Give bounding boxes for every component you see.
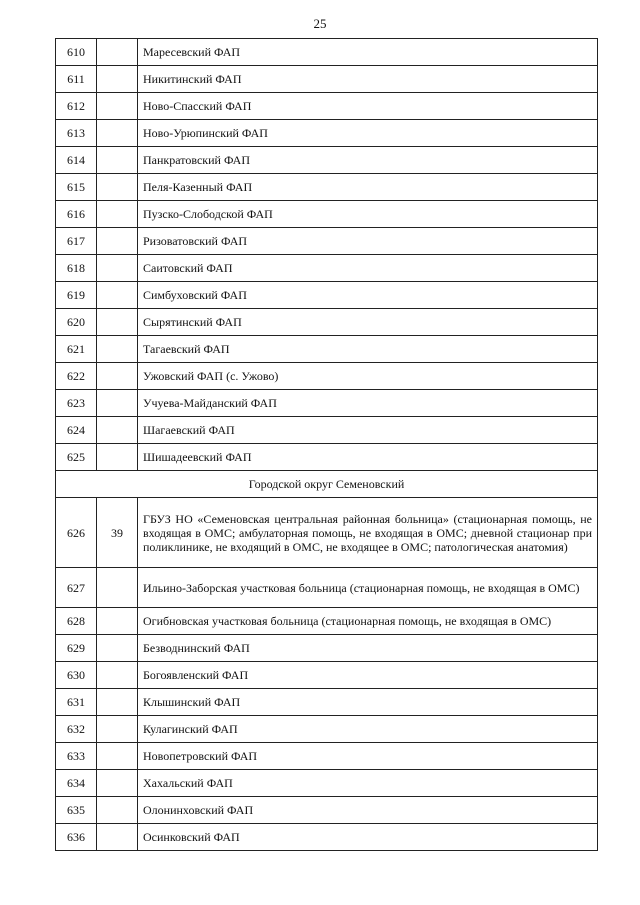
table-row [56, 201, 598, 228]
table-row [56, 770, 598, 797]
row-number: 631 [56, 689, 97, 716]
table-row [56, 363, 598, 390]
table-row [56, 417, 598, 444]
row-number: 610 [56, 39, 97, 66]
row-number: 617 [56, 228, 97, 255]
row-name: Богоявленский ФАП [138, 662, 598, 689]
row-number: 621 [56, 336, 97, 363]
row-number: 615 [56, 174, 97, 201]
table-row [56, 635, 598, 662]
row-name: Олонинховский ФАП [138, 797, 598, 824]
row-name: Хахальский ФАП [138, 770, 598, 797]
row-code [97, 174, 138, 201]
row-code [97, 824, 138, 851]
row-code [97, 770, 138, 797]
row-name: Пузско-Слободской ФАП [138, 201, 598, 228]
row-name: Симбуховский ФАП [138, 282, 598, 309]
row-code [97, 147, 138, 174]
row-code [97, 309, 138, 336]
table-row [56, 716, 598, 743]
row-name: Маресевский ФАП [138, 39, 598, 66]
facilities-table [55, 38, 598, 851]
row-code [97, 797, 138, 824]
row-code [97, 390, 138, 417]
row-number: 614 [56, 147, 97, 174]
row-number: 636 [56, 824, 97, 851]
row-name: Осинковский ФАП [138, 824, 598, 851]
table-row [56, 662, 598, 689]
table-row [56, 824, 598, 851]
row-name: Ильино-Заборская участковая больница (стационарная помощь, не входящая в ОМС) [138, 568, 598, 608]
row-name: Ризоватовский ФАП [138, 228, 598, 255]
table-row [56, 568, 598, 608]
row-code [97, 255, 138, 282]
table-row [56, 797, 598, 824]
row-name: Ново-Спасский ФАП [138, 93, 598, 120]
row-number: 613 [56, 120, 97, 147]
table-row [56, 336, 598, 363]
row-code [97, 444, 138, 471]
row-number: 618 [56, 255, 97, 282]
row-name: Тагаевский ФАП [138, 336, 598, 363]
row-name: Панкратовский ФАП [138, 147, 598, 174]
row-code [97, 689, 138, 716]
row-code [97, 201, 138, 228]
row-code [97, 716, 138, 743]
row-code [97, 39, 138, 66]
row-number: 627 [56, 568, 97, 608]
row-number: 628 [56, 608, 97, 635]
row-number: 635 [56, 797, 97, 824]
table-row [56, 608, 598, 635]
row-number: 623 [56, 390, 97, 417]
row-number: 620 [56, 309, 97, 336]
row-code [97, 743, 138, 770]
row-code [97, 608, 138, 635]
row-number: 626 [56, 498, 97, 568]
table-row [56, 255, 598, 282]
table-row [56, 66, 598, 93]
row-number: 612 [56, 93, 97, 120]
table-row [56, 282, 598, 309]
row-number: 632 [56, 716, 97, 743]
row-number: 634 [56, 770, 97, 797]
table-row [56, 444, 598, 471]
table-row [56, 689, 598, 716]
page-number: 25 [313, 16, 327, 31]
table-row [56, 390, 598, 417]
row-number: 611 [56, 66, 97, 93]
row-name: Клышинский ФАП [138, 689, 598, 716]
row-number: 630 [56, 662, 97, 689]
row-number: 633 [56, 743, 97, 770]
row-code [97, 417, 138, 444]
row-code [97, 336, 138, 363]
table-row [56, 174, 598, 201]
row-code [97, 66, 138, 93]
row-name: ГБУЗ НО «Семеновская центральная районная больница» (стационарная помощь, не входящая в ОМС; амбулаторная помощь, не входящая в ОМС; дневной стационар при поликлинике, не входящий в ОМС, не входящее в ОМС; патологическая анатомия) [138, 498, 598, 568]
table-row [56, 498, 598, 568]
row-number: 624 [56, 417, 97, 444]
table-row [56, 743, 598, 770]
row-code [97, 228, 138, 255]
row-code [97, 568, 138, 608]
row-number: 629 [56, 635, 97, 662]
row-code [97, 363, 138, 390]
row-name: Шагаевский ФАП [138, 417, 598, 444]
table-row [56, 39, 598, 66]
table-row [56, 309, 598, 336]
table-row [56, 93, 598, 120]
row-code: 39 [97, 498, 138, 568]
row-number: 616 [56, 201, 97, 228]
row-code [97, 120, 138, 147]
row-name: Никитинский ФАП [138, 66, 598, 93]
table-body-section [56, 471, 598, 608]
row-name: Новопетровский ФАП [138, 743, 598, 770]
row-number: 622 [56, 363, 97, 390]
section-title: Городской округ Семеновский [56, 471, 598, 498]
table-body-top [56, 39, 598, 471]
section-row [56, 471, 598, 498]
row-code [97, 635, 138, 662]
row-number: 619 [56, 282, 97, 309]
row-name: Ново-Урюпинский ФАП [138, 120, 598, 147]
row-code [97, 93, 138, 120]
row-name: Саитовский ФАП [138, 255, 598, 282]
row-number: 625 [56, 444, 97, 471]
table-row [56, 228, 598, 255]
row-name: Ужовский ФАП (с. Ужово) [138, 363, 598, 390]
row-code [97, 282, 138, 309]
row-name: Огибновская участковая больница (стационарная помощь, не входящая в ОМС) [138, 608, 598, 635]
row-name: Сырятинский ФАП [138, 309, 598, 336]
row-name: Пеля-Казенный ФАП [138, 174, 598, 201]
table-body-bottom [56, 608, 598, 851]
row-code [97, 662, 138, 689]
table-row [56, 147, 598, 174]
row-name: Учуева-Майданский ФАП [138, 390, 598, 417]
row-name: Кулагинский ФАП [138, 716, 598, 743]
row-name: Безводнинский ФАП [138, 635, 598, 662]
table-row [56, 120, 598, 147]
row-name: Шишадеевский ФАП [138, 444, 598, 471]
